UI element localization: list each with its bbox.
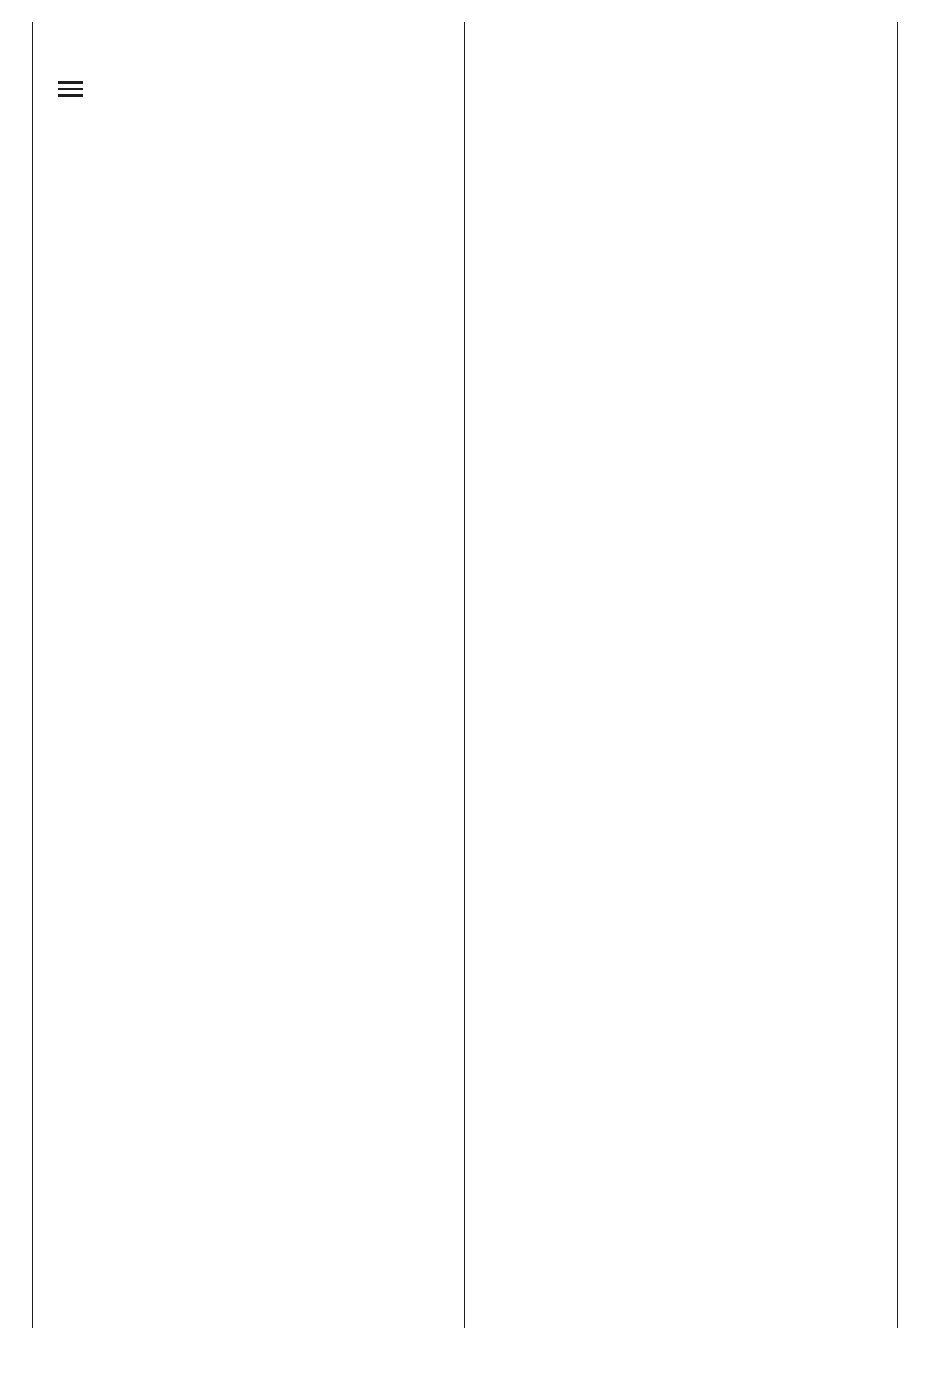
- text-column-left: [58, 37, 436, 102]
- column-divider: [464, 22, 465, 1328]
- page-border-left: [32, 22, 33, 1328]
- menu-lines-icon: [58, 81, 83, 98]
- page-border-right: [897, 22, 898, 1328]
